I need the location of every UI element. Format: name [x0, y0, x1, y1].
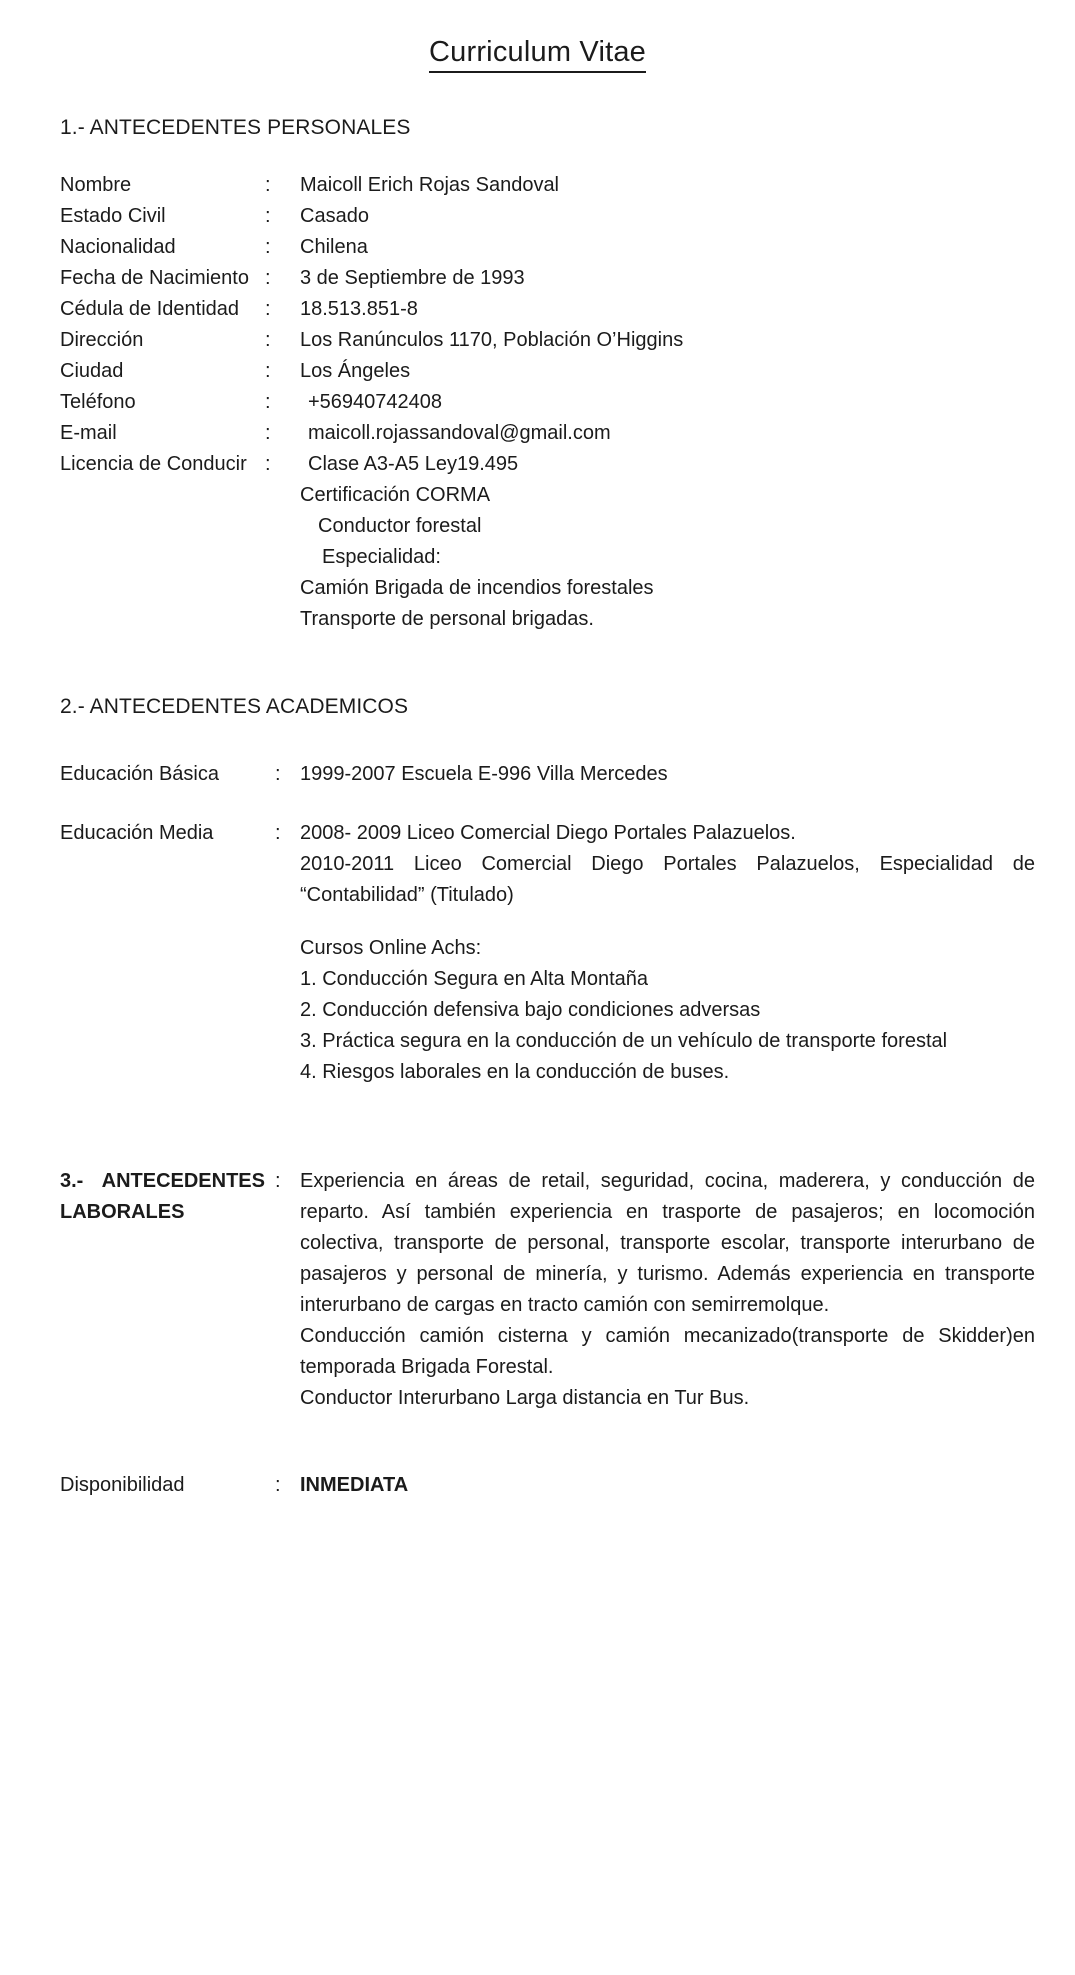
- section-heading-labour-line-2: LABORALES: [60, 1201, 185, 1223]
- field-label-licencia-conducir: Licencia de Conducir: [60, 453, 247, 475]
- page-title-text: Curriculum Vitae: [429, 36, 646, 73]
- field-colon: :: [265, 391, 271, 413]
- certification-block: [300, 480, 700, 635]
- field-row-direccion: [40, 325, 1035, 356]
- field-label-cedula-identidad: Cédula de Identidad: [60, 298, 240, 320]
- labour-experience-text: [300, 1166, 1035, 1414]
- field-label-fecha-nacimiento: Fecha de Nacimiento: [60, 267, 249, 289]
- certification-line-camion-brigada: Camión Brigada de incendios forestales: [300, 577, 654, 599]
- field-label-nacionalidad: Nacionalidad: [60, 236, 176, 258]
- field-value-email: maicoll.rojassandoval@gmail.com: [308, 422, 611, 444]
- course-item: 1. Conducción Segura en Alta Montaña: [300, 968, 649, 990]
- row-spacer: [40, 790, 1035, 818]
- field-value-ciudad: Los Ángeles: [300, 360, 411, 382]
- field-value-direccion: Los Ranúnculos 1170, Población O’Higgins: [300, 329, 684, 351]
- field-row-email: [40, 418, 1035, 449]
- field-value-nombre: Maicoll Erich Rojas Sandoval: [300, 174, 560, 196]
- field-colon: :: [265, 298, 271, 320]
- field-colon: :: [265, 236, 271, 258]
- section-heading-personal: 1.- ANTECEDENTES PERSONALES: [60, 116, 411, 139]
- field-value-fecha-nacimiento: 3 de Septiembre de 1993: [300, 267, 525, 289]
- labour-paragraph: Experiencia en áreas de retail, seguridad, cocina, maderera, y conducción de reparto. Así también experiencia en trasporte de pasajeros; en locomoción colectiva, transporte de personal, transporte escolar, transporte interurbano de pasajeros y personal de minería, y turismo. Además experiencia en transporte interurbano de cargas en tracto camión con semirremolque.: [300, 1170, 1035, 1316]
- field-row-telefono: [40, 387, 1035, 418]
- field-colon: :: [265, 174, 271, 196]
- field-colon: :: [275, 1474, 281, 1496]
- field-row-nacionalidad: [40, 232, 1035, 263]
- field-colon: :: [265, 205, 271, 227]
- section-spacer: [40, 635, 1035, 695]
- field-label-estado-civil: Estado Civil: [60, 205, 166, 227]
- field-label-ciudad: Ciudad: [60, 360, 124, 382]
- certification-line-conductor-forestal: Conductor forestal: [318, 515, 482, 537]
- labour-paragraph: Conducción camión cisterna y camión mecanizado(transporte de Skidder)en temporada Brigada Forestal.: [300, 1325, 1035, 1378]
- section-spacer: [40, 1088, 1035, 1166]
- field-label-telefono: Teléfono: [60, 391, 136, 413]
- course-item: 2. Conducción defensiva bajo condiciones adversas: [300, 999, 761, 1021]
- field-row-licencia-conducir: [40, 449, 1035, 480]
- row-spacer: [300, 911, 1035, 933]
- labour-experience-row: [40, 1166, 1035, 1414]
- field-label-nombre: Nombre: [60, 174, 132, 196]
- certification-line-corma: Certificación CORMA: [300, 484, 491, 506]
- personal-data-block: [40, 170, 1035, 635]
- heading-spacer: [40, 719, 1035, 759]
- section-heading-academic: 2.- ANTECEDENTES ACADEMICOS: [60, 695, 409, 718]
- courses-heading: Cursos Online Achs:: [300, 937, 482, 959]
- field-value-estado-civil: Casado: [300, 205, 369, 227]
- field-colon: :: [265, 422, 271, 444]
- field-value-telefono: +56940742408: [308, 391, 443, 413]
- field-colon: :: [265, 329, 271, 351]
- educacion-media-line-2: 2010-2011 Liceo Comercial Diego Portales Palazuelos, Especialidad de “Contabilidad” (Titulado): [300, 853, 1035, 906]
- field-colon: :: [275, 763, 281, 785]
- labour-paragraph: Conductor Interurbano Larga distancia en Tur Bus.: [300, 1387, 750, 1409]
- field-row-nombre: [40, 170, 1035, 201]
- field-value-educacion-media: [300, 818, 1035, 1088]
- field-value-disponibilidad: INMEDIATA: [300, 1474, 409, 1496]
- field-row-cedula-identidad: [40, 294, 1035, 325]
- section-heading-labour-line-1: 3.- ANTECEDENTES: [60, 1170, 265, 1192]
- field-row-fecha-nacimiento: [40, 263, 1035, 294]
- field-row-ciudad: [40, 356, 1035, 387]
- field-colon: :: [265, 360, 271, 382]
- course-item: 4. Riesgos laborales en la conducción de buses.: [300, 1061, 730, 1083]
- field-value-cedula-identidad: 18.513.851-8: [300, 298, 418, 320]
- field-label-email: E-mail: [60, 422, 117, 444]
- certification-line-transporte-personal: Transporte de personal brigadas.: [300, 608, 594, 630]
- certification-line-especialidad: Especialidad:: [322, 546, 441, 568]
- field-label-direccion: Dirección: [60, 329, 144, 351]
- field-label-educacion-media: Educación Media: [60, 822, 214, 844]
- field-colon: :: [275, 822, 281, 844]
- field-label-educacion-basica: Educación Básica: [60, 763, 219, 785]
- educacion-media-line-1: 2008- 2009 Liceo Comercial Diego Portales Palazuelos.: [300, 822, 796, 844]
- field-row-educacion-basica: [40, 759, 1035, 790]
- section-spacer: [40, 1414, 1035, 1470]
- field-value-nacionalidad: Chilena: [300, 236, 368, 258]
- field-label-disponibilidad: Disponibilidad: [60, 1474, 185, 1496]
- field-row-estado-civil: [40, 201, 1035, 232]
- field-value-educacion-basica: 1999-2007 Escuela E-996 Villa Mercedes: [300, 763, 668, 785]
- course-item: 3. Práctica segura en la conducción de un vehículo de transporte forestal: [300, 1030, 948, 1052]
- page-title: [40, 36, 1035, 69]
- field-row-disponibilidad: [40, 1470, 1035, 1501]
- field-colon: :: [275, 1170, 281, 1192]
- field-colon: :: [265, 453, 271, 475]
- field-row-educacion-media: [40, 818, 1035, 1088]
- field-value-licencia-conducir: Clase A3-A5 Ley19.495: [308, 453, 519, 475]
- academic-data-block: [40, 759, 1035, 1088]
- section-heading-labour: [40, 1166, 275, 1228]
- field-colon: :: [265, 267, 271, 289]
